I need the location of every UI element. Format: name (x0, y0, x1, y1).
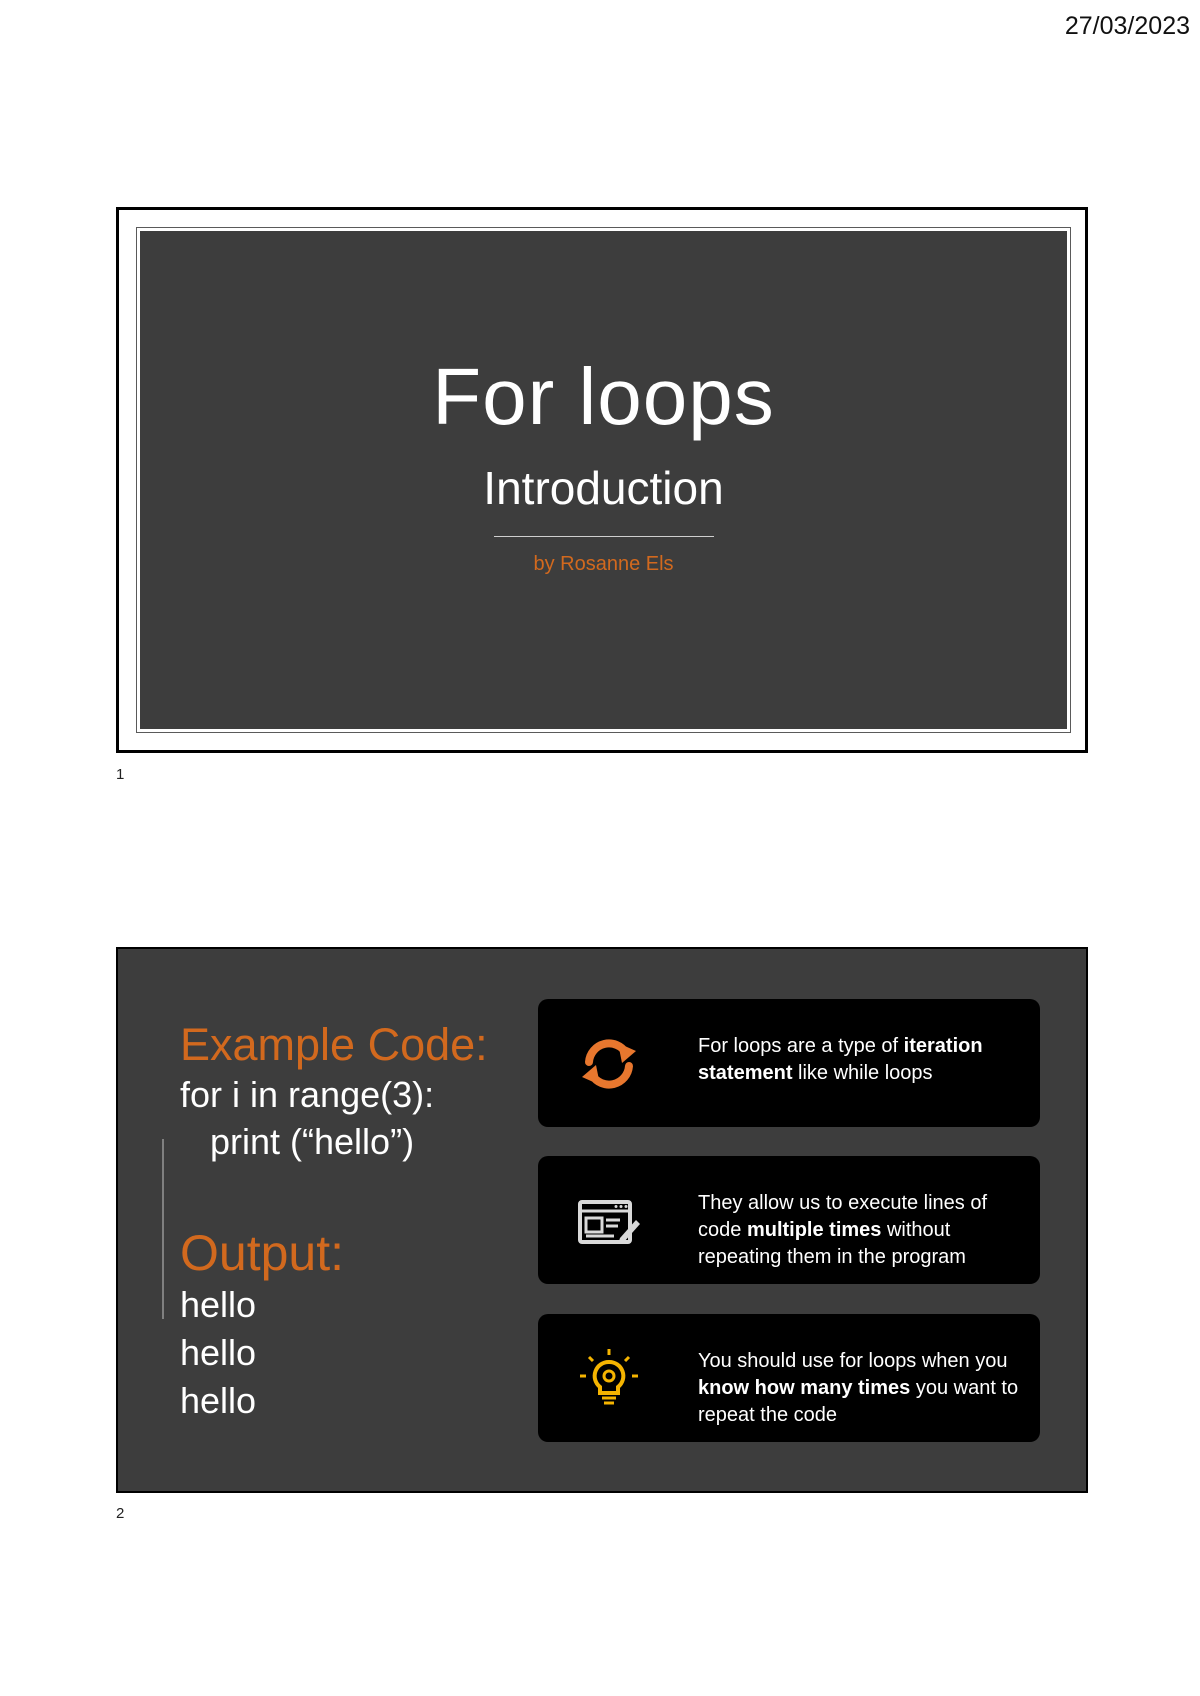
slide-1-background (137, 228, 1070, 732)
lightbulb-idea-icon (574, 1344, 644, 1414)
refresh-arrows-icon (574, 1029, 644, 1099)
output-line-2: hello (180, 1332, 257, 1373)
output-line-1: hello (180, 1284, 257, 1325)
code-line-1: for i in range(3): (180, 1074, 435, 1115)
code-line-2: print (“hello”) (180, 1121, 415, 1162)
slide-number-2: 2 (116, 1505, 125, 1522)
card-2-text: They allow us to execute lines of code multiple times without repeating them in the program (698, 1192, 988, 1268)
output-heading: Output: (180, 1225, 344, 1281)
info-card-multiple-times (538, 1156, 1040, 1284)
slide-title: For loops (432, 352, 775, 441)
info-card-iteration (538, 999, 1040, 1127)
print-date: 27/03/2023 (1064, 12, 1190, 40)
output-line-3: hello (180, 1380, 257, 1421)
slide-subtitle: Introduction (483, 462, 724, 514)
example-code-heading: Example Code: (180, 1019, 488, 1070)
slide-1-title (116, 207, 1088, 753)
author-line: by Rosanne Els (533, 553, 674, 575)
title-divider (494, 536, 714, 537)
card-1-text: For loops are a type of iteration statement like while loops (698, 1035, 983, 1084)
card-3-text: You should use for loops when you know how many times you want to repeat the code (698, 1350, 1019, 1426)
info-card-when-to-use (538, 1314, 1040, 1442)
accent-divider (162, 1139, 164, 1319)
slide-number-1: 1 (116, 766, 125, 783)
slide-2-content (116, 947, 1088, 1493)
code-window-edit-icon (574, 1186, 644, 1256)
